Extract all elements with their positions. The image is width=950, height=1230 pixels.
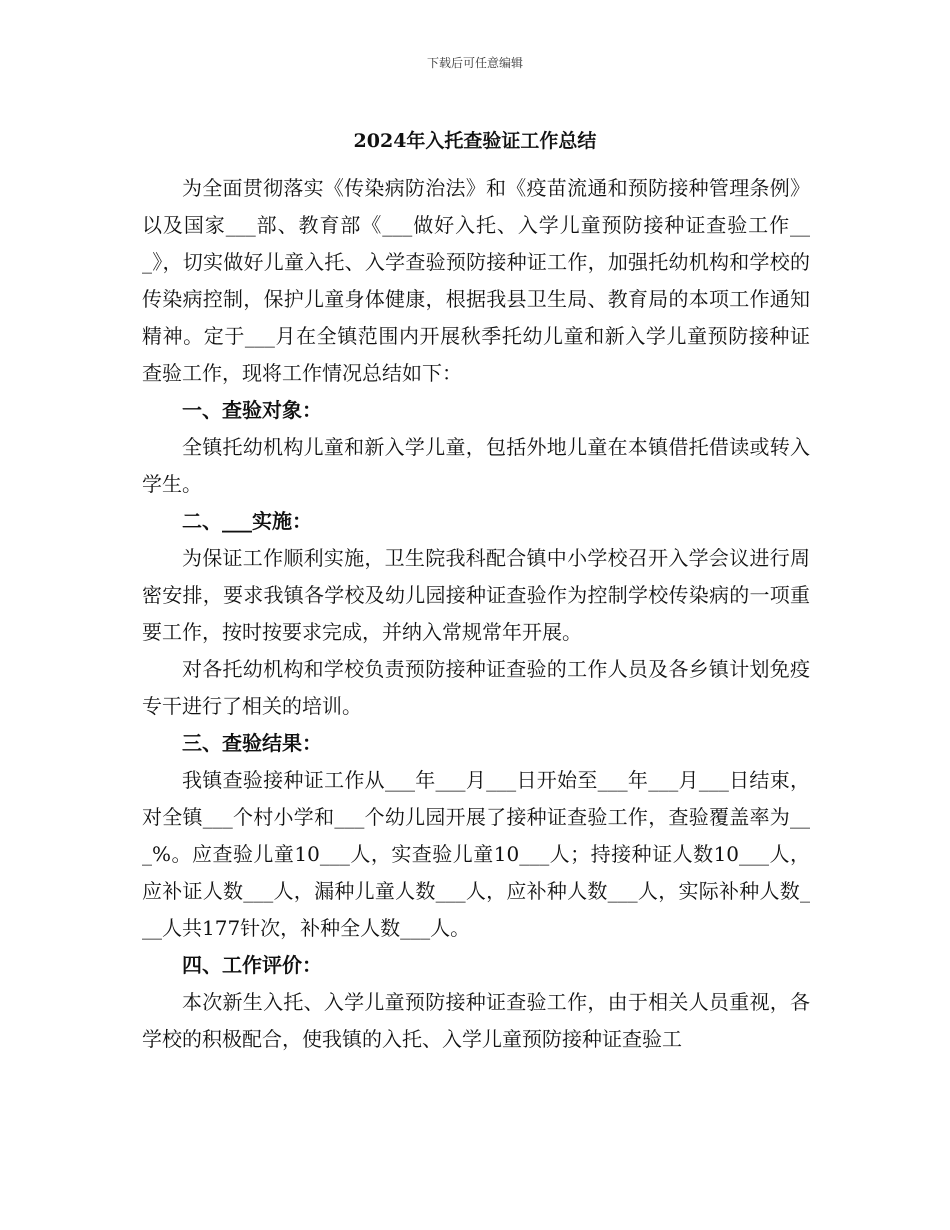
implementation-paragraph-2: 对各托幼机构和学校负责预防接种证查验的工作人员及各乡镇计划免疫专干进行了相关的培训。 <box>142 657 810 718</box>
page-header-note: 下载后可任意编辑 <box>426 56 523 70</box>
intro-paragraph: 为全面贯彻落实《传染病防治法》和《疫苗流通和预防接种管理条例》以及国家___部、教育部《___做好入托、入学儿童预防接种证查验工作___》，切实做好儿童入托、入学查验预防接种证工作，加强托幼机构和学校的传染病控制，保护儿童身体健康，根据我县卫生局、教育局的本项工作通知精神。定于___月在全镇范围内开展秋季托幼儿童和新入学儿童预防接种证查验工作，现将工作情况总结如下： <box>142 176 810 385</box>
objects-paragraph: 全镇托幼机构儿童和新入学儿童，包括外地儿童在本镇借托借读或转入学生。 <box>142 435 810 496</box>
section-heading-implementation: 二、___实施： <box>182 509 312 533</box>
evaluation-paragraph: 本次新生入托、入学儿童预防接种证查验工作，由于相关人员重视，各学校的积极配合，使我镇的入托、入学儿童预防接种证查验工 <box>142 990 810 1051</box>
section-heading-results: 三、查验结果： <box>182 731 322 755</box>
section-heading-evaluation: 四、工作评价： <box>182 953 322 977</box>
document-body <box>142 170 810 1058</box>
document-title: 2024年入托查验证工作总结 <box>353 130 597 152</box>
section-heading-objects: 一、查验对象： <box>182 398 322 422</box>
results-paragraph: 我镇查验接种证工作从___年___月___日开始至___年___月___日结束，对全镇___个村小学和___个幼儿园开展了接种证查验工作，查验覆盖率为___%。应查验儿童10___人，实查验儿童10___人；持接种证人数10___人，应补证人数___人，漏种儿童人数___人，应补种人数___人，实际补种人数___人共177针次，补种全人数___人。 <box>142 768 810 940</box>
implementation-paragraph-1: 为保证工作顺利实施，卫生院我科配合镇中小学校召开入学会议进行周密安排，要求我镇各学校及幼儿园接种证查验作为控制学校传染病的一项重要工作，按时按要求完成，并纳入常规常年开展。 <box>142 546 810 644</box>
